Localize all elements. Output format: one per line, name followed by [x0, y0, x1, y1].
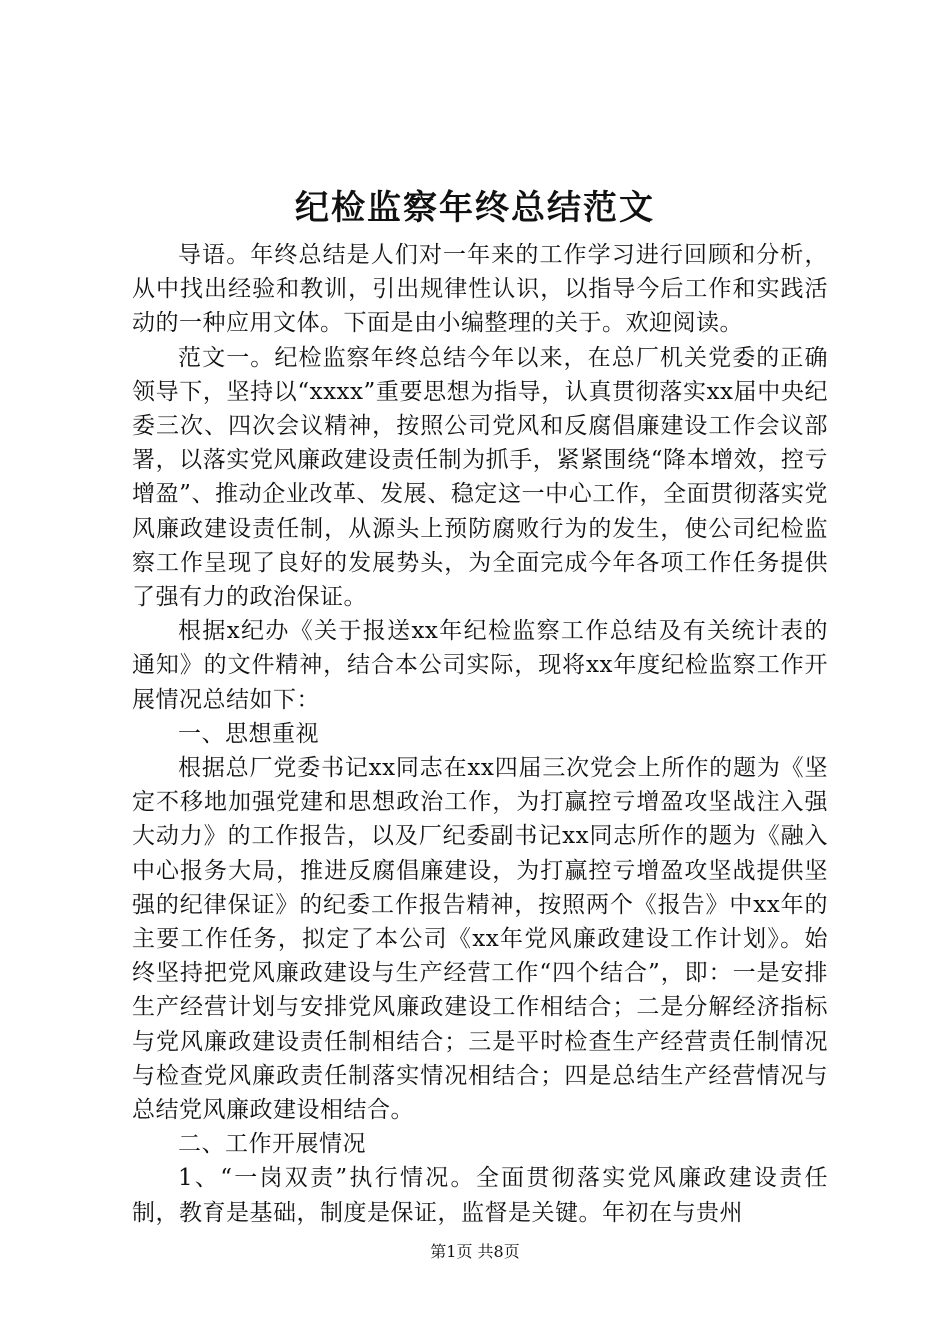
- section-heading-two: 二、工作开展情况: [178, 1131, 366, 1158]
- paragraph-intro: 导语。年终总结是人们对一年来的工作学习进行回顾和分析，从中找出经验和教训，引出规律性认识，以指导今后工作和实践活动的一种应用文体。下面是由小编整理的关于。欢迎阅读。: [132, 242, 828, 337]
- page-footer: 第1页 共8页: [430, 1242, 520, 1261]
- section-heading-one: 一、思想重视: [178, 720, 319, 747]
- paragraph-thought: 根据总厂党委书记xx同志在xx四届三次党会上所作的题为《坚定不移地加强党建和思想政治工作，为打赢控亏增盈攻坚战注入强大动力》的工作报告，以及厂纪委副书记xx同志所作的题为《融入中心报务大局，推进反腐倡廉建设，为打赢控亏增盈攻坚战提供坚强的纪律保证》的纪委工作报告精神，按照两个《报告》中xx年的主要工作任务，拟定了本公司《xx年党风廉政建设工作计划》。始终坚持把党风廉政建设与生产经营工作“四个结合”，即：一是安排生产经营计划与安排党风廉政建设工作相结合；二是分解经济指标与党风廉政建设责任制相结合；三是平时检查生产经营责任制情况与检查党风廉政责任制落实情况相结合；四是总结生产经营情况与总结党风廉政建设相结合。: [132, 755, 828, 1124]
- document-title: 纪检监察年终总结范文: [295, 188, 655, 228]
- paragraph-notice: 根据x纪办《关于报送xx年纪检监察工作总结及有关统计表的通知》的文件精神，结合本公司实际，现将xx年度纪检监察工作开展情况总结如下：: [132, 618, 828, 713]
- paragraph-sample-one: 范文一。纪检监察年终总结今年以来，在总厂机关党委的正确领导下，坚持以“xxxx”重要思想为指导，认真贯彻落实xx届中央纪委三次、四次会议精神，按照公司党风和反腐倡廉建设工作会议部署，以落实党风廉政建设责任制为抓手，紧紧围绕“降本增效，控亏增盈”、推动企业改革、发展、稳定这一中心工作，全面贯彻落实党风廉政建设责任制，从源头上预防腐败行为的发生，使公司纪检监察工作呈现了良好的发展势头，为全面完成今年各项工作任务提供了强有力的政治保证。: [132, 344, 828, 611]
- document-body: [132, 238, 828, 1230]
- paragraph-work: 1、“一岗双责”执行情况。全面贯彻落实党风廉政建设责任制，教育是基础，制度是保证，监督是关键。年初在与贵州: [132, 1165, 828, 1226]
